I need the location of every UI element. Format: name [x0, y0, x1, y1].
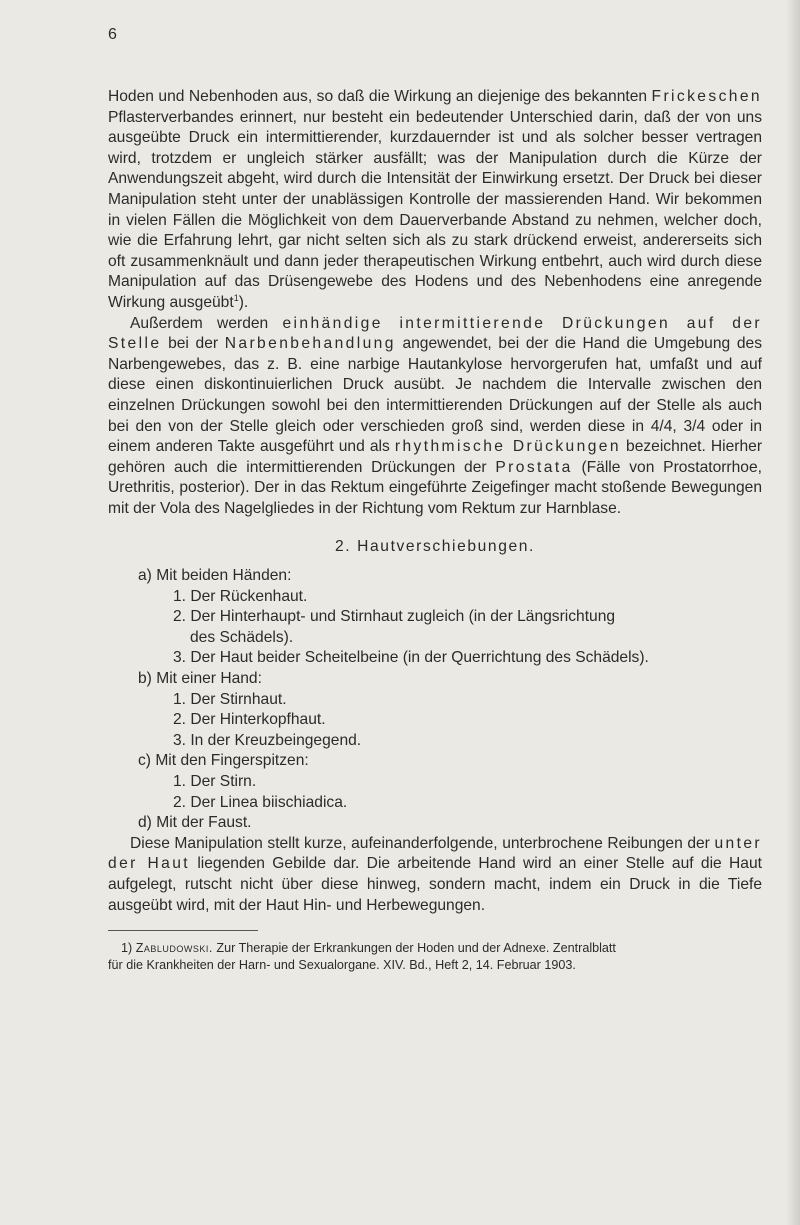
- list-item-continuation: des Schädels).: [190, 628, 294, 646]
- emphasis: rhythmische Drückungen: [394, 438, 621, 456]
- list-item: d) Mit der Faust.: [138, 814, 252, 832]
- footnote: 1) Zabludowski. Zur Therapie der Erkrankungen der Hoden und der Adnexe. Zentralblatt für die Krankheiten der Harn- und Sexualorgane. XIV. Bd., Heft 2, 14. Februar 1903.: [108, 941, 616, 973]
- paragraph-2: Außerdem werden einhändige intermittierende Drückungen auf der Stelle bei der Narbenbehandlung angewendet, bei der die Hand die Umgebung des Narbengewebes, das z. B. eine narbige Hautankylose hervorgerufen hat, umfaßt und auf diese einen diskontinuierlichen Druck ausübt. Je nachdem die Intervalle zwischen den einzelnen Drückungen sowohl bei den intermittierenden Drückungen auf der Stelle als auch bei den von der Stelle gleich oder verschieden groß sind, werden diese in 4/4, 3/4 oder in einem anderen Takte ausgeführt und als rhythmische Drückungen bezeichnet. Hierher gehören auch die intermittierenden Drückungen der Prostata (Fälle von Prostatorrhoe, Urethritis, posterior). Der in das Rektum eingeführte Zeigefinger macht stoßende Bewegungen mit der Vola des Nagelgliedes in der Richtung vom Rektum zur Harnblase.: [108, 314, 763, 517]
- footnote-author: Zabludowski.: [135, 941, 213, 956]
- emphasis: unter der Haut: [108, 834, 762, 873]
- manipulation-list: [108, 566, 762, 834]
- emphasized-name: Frickeschen: [651, 88, 762, 105]
- list-item: 2. Der Hinterkopfhaut.: [173, 711, 326, 729]
- list-item: c) Mit den Fingerspitzen:: [138, 752, 309, 770]
- paragraph-1: Hoden und Nebenhoden aus, so daß die Wirkung an diejenige des bekannten Frickeschen Pflasterverbandes erinnert, nur besteht ein bedeutender Unterschied darin, daß der von uns ausgeübte Druck ein intermittierender, kurzdauernder ist und als solcher besser vertragen wird, trotzdem er ungleich stärker ausfällt; was der Manipulation durch die Kürze der Anwendungszeit abgeht, wird durch die Intensität der Einwirkung ersetzt. Der Druck bei dieser Manipulation steht unter der unablässigen Kontrolle der massierenden Hand. Wir bekommen in vielen Fällen die Möglichkeit von dem Dauerverbande Abstand zu nehmen, welcher doch, wie die Erfahrung lehrt, gar nicht selten sich als zu stark drückend erweist, andererseits sich oft zusammenknäult und dann jeder therapeutischen Wirkung entbehrt, auch wird durch diese Manipulation auf das Drüsengewebe des Hodens und des Nebenhodens eine anregende Wirkung ausgeübt$^1$).: [108, 88, 762, 311]
- body-text: [108, 87, 762, 974]
- list-item: 3. In der Kreuzbeingegend.: [173, 731, 362, 749]
- list-item: 1. Der Stirn.: [173, 773, 257, 790]
- list-item: 2. Der Hinterhaupt- und Stirnhaut zugleich (in der Längsrichtung: [173, 608, 616, 626]
- page-number: 6: [108, 26, 117, 43]
- page-edge-shadow: [786, 0, 800, 1225]
- footnote-divider: [108, 930, 258, 931]
- emphasis: Prostata: [495, 458, 573, 476]
- list-item: a) Mit beiden Händen:: [138, 567, 292, 585]
- list-item: 1. Der Stirnhaut.: [173, 690, 287, 708]
- section-heading: 2. Hautverschiebungen.: [335, 538, 535, 556]
- emphasis: einhändige intermittierende Drückungen auf der Stelle: [108, 314, 762, 353]
- emphasis: Narbenbehandlung: [224, 335, 396, 353]
- paragraph-3: Diese Manipulation stellt kurze, aufeinanderfolgende, unterbrochene Reibungen der unter der Haut liegenden Gebilde dar. Die arbeitende Hand wird an einer Stelle auf die Haut aufgelegt, rutscht nicht über diese hinweg, sondern macht, indem ein Druck in die Tiefe ausgeübt wird, mit der Haut Hin- und Herbewegungen.: [108, 834, 762, 914]
- list-item: b) Mit einer Hand:: [138, 670, 262, 688]
- list-item: 1. Der Rückenhaut.: [173, 587, 308, 605]
- footnote-reference: 1: [233, 292, 239, 303]
- list-item: 2. Der Linea biischiadica.: [173, 793, 348, 811]
- list-item: 3. Der Haut beider Scheitelbeine (in der Querrichtung des Schädels).: [173, 649, 649, 667]
